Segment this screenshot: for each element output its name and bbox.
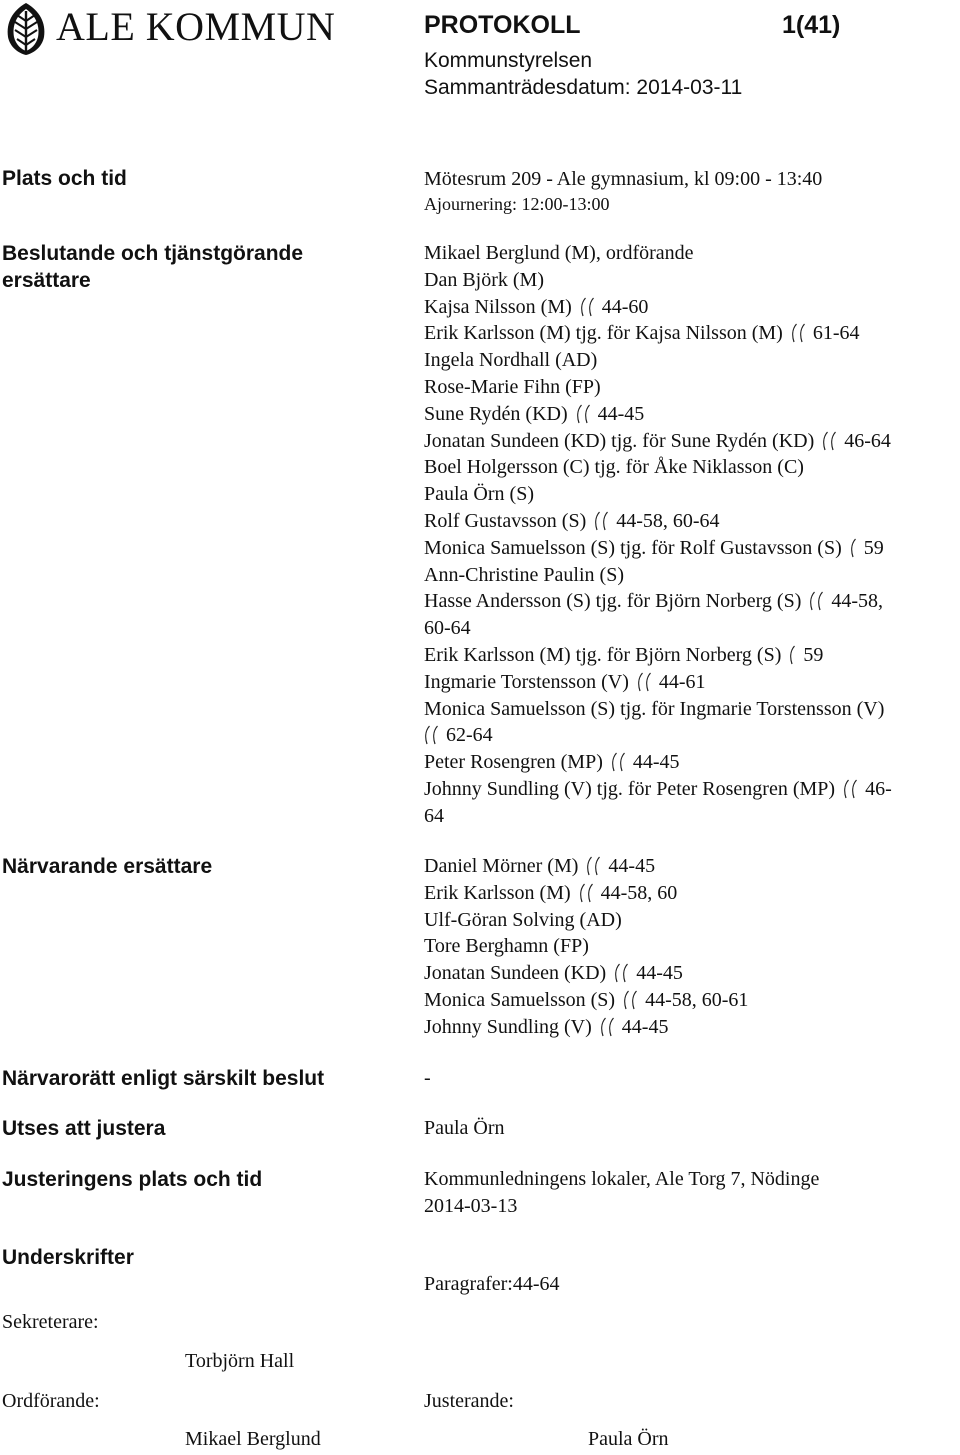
member-line [424,320,892,347]
member-line [424,454,892,481]
substitution-mark-icon [594,856,601,876]
member-text: Dan Björk (M) [424,268,544,291]
member-paragraphs: 44-45 [597,402,645,425]
member-text: Hasse Andersson (S) tjg. för Björn Norberg (S) [424,590,802,613]
substitution-mark-icon [631,990,638,1010]
secretary-label: Sekreterare: [2,1311,99,1333]
member-line [424,642,892,669]
member-line [424,696,892,723]
substitution-mark-icon [602,511,609,531]
member-line [424,562,892,589]
member-line [424,987,748,1014]
special-decision-value: - [424,1067,431,1089]
substitution-mark-icon [789,645,796,665]
member-paragraphs: 46- [865,777,892,800]
adjuster-signature-name: Paula Örn [588,1428,669,1450]
substitution-mark-icon [637,672,644,692]
member-paragraphs: 44-45 [621,1015,669,1038]
place-time-label: Plats och tid [2,167,127,190]
member-text: Rolf Gustavsson (S) [424,509,587,532]
member-line [424,535,892,562]
adjust-place-line: Kommunledningens lokaler, Ale Torg 7, Nödinge [424,1168,820,1190]
paragraphs-range: Paragrafer:44-64 [424,1273,560,1295]
substitution-mark-icon [576,404,583,424]
adjust-place-line: 2014-03-13 [424,1194,518,1217]
member-text: Erik Karlsson (M) [424,881,571,904]
member-line [424,347,892,374]
substitution-mark-icon [424,725,431,745]
substitution-mark-icon [791,323,798,343]
substitution-mark-icon [850,538,857,558]
special-decision-label: Närvarorätt enligt särskilt beslut [2,1067,325,1090]
substitution-mark-icon [587,883,594,903]
substitution-mark-icon [843,779,850,799]
member-line [424,401,892,428]
member-paragraphs: 59 [863,536,884,559]
committee-name: Kommunstyrelsen [424,49,593,72]
member-line [424,722,892,749]
member-text: Monica Samuelsson (S) tjg. för Rolf Gustavsson (S) [424,536,842,559]
substitution-mark-icon [817,591,824,611]
member-paragraphs: 44-58, 60-64 [616,509,720,532]
member-text: Johnny Sundling (V) [424,1015,592,1038]
adjuster-signature-label: Justerande: [424,1390,514,1412]
member-text: Jonatan Sundeen (KD) [424,962,607,985]
place-time-line: Mötesrum 209 - Ale gymnasium, kl 09:00 - 13:40 [424,168,823,190]
chair-name: Mikael Berglund [185,1428,321,1450]
deciding-label-line: ersättare [2,269,91,292]
deciding-label-line: Beslutande och tjänstgörande [2,242,304,265]
member-paragraphs: 44-45 [632,751,680,774]
member-paragraphs: 44-45 [636,962,683,985]
substitution-mark-icon [809,591,816,611]
member-line [424,749,892,776]
member-line [424,853,748,880]
secretary-name: Torbjörn Hall [185,1350,295,1372]
member-paragraphs: 62-64 [446,724,493,747]
deciding-members-list [424,240,892,830]
substitution-mark-icon [594,511,601,531]
member-paragraphs: 44-61 [658,670,706,693]
substitution-mark-icon [580,297,587,317]
member-text: 60-64 [424,617,471,640]
member-line [424,428,892,455]
meeting-date: Sammanträdesdatum: 2014-03-11 [424,76,743,99]
substitution-mark-icon [799,323,806,343]
member-line [424,880,748,907]
adjuster-value: Paula Örn [424,1117,505,1139]
adjust-place-label: Justeringens plats och tid [2,1168,263,1191]
member-line [424,933,748,960]
substitution-mark-icon [622,963,629,983]
substitution-mark-icon [611,752,618,772]
member-paragraphs: 59 [803,643,824,666]
substitution-mark-icon [830,431,837,451]
signatures-label: Underskrifter [2,1246,134,1269]
member-paragraphs: 61-64 [812,322,860,345]
substitution-mark-icon [584,404,591,424]
member-text: Ingmarie Torstensson (V) [424,670,629,693]
member-text: Johnny Sundling (V) tjg. för Peter Rosengren (MP) [424,777,836,800]
member-line [424,669,892,696]
member-text: Ulf-Göran Solving (AD) [424,908,622,931]
member-text: Ann-Christine Paulin (S) [424,563,624,586]
substitution-mark-icon [579,883,586,903]
adjust-place-value [424,1166,819,1220]
member-line [424,1014,748,1041]
member-text: Rose-Marie Fihn (FP) [424,375,601,398]
member-text: Tore Berghamn (FP) [424,935,589,958]
member-text: Erik Karlsson (M) tjg. för Kajsa Nilsson (M) [424,322,783,345]
member-line [424,240,892,267]
member-line [424,374,892,401]
page-number: 1(41) [782,11,841,39]
substitution-mark-icon [619,752,626,772]
substitution-mark-icon [600,1017,607,1037]
place-time-line: Ajournering: 12:00-13:00 [424,193,610,214]
substitution-mark-icon [586,856,593,876]
member-paragraphs: 44-58, [831,590,884,613]
member-line [424,960,748,987]
member-text: Mikael Berglund (M), ordförande [424,242,694,264]
member-text: Erik Karlsson (M) tjg. för Björn Norberg (S) [424,643,782,666]
member-paragraphs: 44-60 [601,295,649,318]
member-line [424,267,892,294]
member-line [424,907,748,934]
substitution-mark-icon [822,431,829,451]
member-paragraphs: 44-58, 60 [600,881,678,904]
member-text: Ingela Nordhall (AD) [424,349,598,372]
member-text: Boel Holgersson (C) tjg. för Åke Niklasson (C) [424,456,804,479]
member-text: Daniel Mörner (M) [424,855,579,877]
place-time-value [424,166,822,215]
member-line [424,615,892,642]
adjuster-label: Utses att justera [2,1117,166,1140]
substitution-mark-icon [608,1017,615,1037]
member-text: Peter Rosengren (MP) [424,751,603,774]
chair-label: Ordförande: [2,1390,100,1412]
member-text: Monica Samuelsson (S) [424,988,616,1011]
deciding-label [2,240,303,294]
member-text: Sune Rydén (KD) [424,402,568,425]
member-line [424,294,892,321]
member-line [424,508,892,535]
doc-type: PROTOKOLL [424,11,581,39]
substitution-mark-icon [432,725,439,745]
member-text: Paula Örn (S) [424,483,534,506]
ale-kommun-leaf-icon [2,1,50,57]
member-paragraphs: 44-58, 60-61 [645,988,749,1011]
member-text: Kajsa Nilsson (M) [424,295,572,318]
logo [2,1,362,57]
present-substitutes-list [424,853,748,1041]
member-text: Monica Samuelsson (S) tjg. för Ingmarie Torstensson (V) [424,697,885,720]
substitution-mark-icon [588,297,595,317]
member-line [424,588,892,615]
logo-text: ALE KOMMUN [56,4,336,49]
member-line [424,481,892,508]
member-paragraphs: 44-45 [608,855,656,877]
present-substitutes-label: Närvarande ersättare [2,855,213,878]
member-paragraphs: 46-64 [844,429,891,452]
substitution-mark-icon [851,779,858,799]
member-text: Jonatan Sundeen (KD) tjg. för Sune Rydén (KD) [424,429,815,452]
member-line [424,803,892,830]
substitution-mark-icon [623,990,630,1010]
substitution-mark-icon [645,672,652,692]
member-text: 64 [424,804,444,827]
substitution-mark-icon [614,963,621,983]
member-line [424,776,892,803]
